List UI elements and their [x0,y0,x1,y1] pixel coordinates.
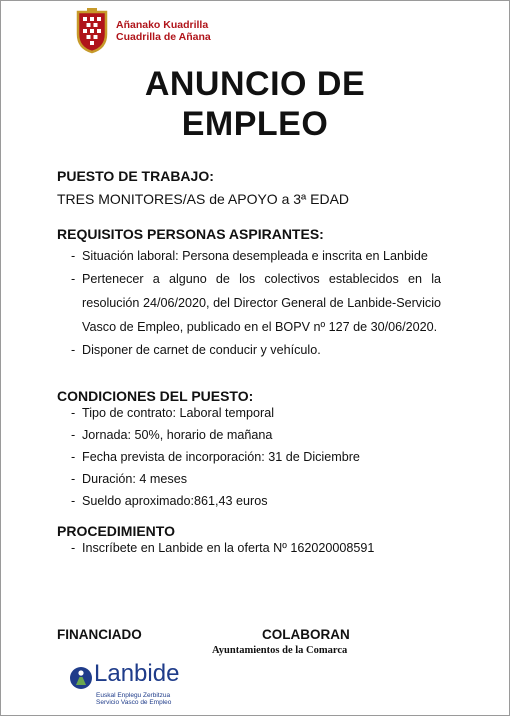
list-item: - Fecha prevista de incorporación: 31 de Diciembre [57,446,441,468]
organization-name [116,19,211,43]
financiado-label: FINANCIADO [57,627,142,642]
colaboran-label: COLABORAN [262,627,350,642]
list-item: - Pertenecer a alguno de los colectivos establecidos en la resolución 24/06/2020, del Director General de Lanbide-Servicio Vasco de Empleo, publicado en el BOPV nº 127 de 30/06/2020. [57,267,441,339]
lanbide-logo-icon [69,666,93,690]
procedimiento-list [57,537,441,559]
list-item: - Inscríbete en Lanbide en la oferta Nº 162020008591 [57,537,441,559]
coat-of-arms-icon [74,8,110,54]
lanbide-subtitle-spanish: Servicio Vasco de Empleo [96,699,172,706]
list-item: - Situación laboral: Persona desempleada e inscrita en Lanbide [57,245,441,267]
title-line-1: ANUNCIO DE [144,65,366,103]
lanbide-wordmark: Lanbide [94,660,180,687]
condiciones-list [57,402,441,512]
lanbide-subtitle-basque: Euskal Enplegu Zerbitzua [96,692,171,699]
ayuntamientos-label: Ayuntamientos de la Comarca [212,645,348,656]
condiciones-heading: CONDICIONES DEL PUESTO: [57,388,254,404]
list-item: - Duración: 4 meses [57,468,441,490]
header-logo [74,8,211,54]
org-name-spanish: Cuadrilla de Añana [116,31,211,43]
org-name-basque: Añanako Kuadrilla [116,19,209,31]
list-item: - Sueldo aproximado:861,43 euros [57,490,441,512]
lanbide-subtitle [96,692,171,706]
requisitos-list [57,245,441,361]
list-item: - Jornada: 50%, horario de mañana [57,424,441,446]
puesto-heading: PUESTO DE TRABAJO: [57,168,214,184]
requisitos-heading: REQUISITOS PERSONAS ASPIRANTES: [57,226,324,242]
procedimiento-heading: PROCEDIMIENTO [57,523,175,539]
puesto-value: TRES MONITORES/AS de APOYO a 3ª EDAD [57,191,350,207]
list-item: - Tipo de contrato: Laboral temporal [57,402,441,424]
page-title [0,64,510,144]
title-line-2: EMPLEO [181,105,329,143]
list-item: - Disponer de carnet de conducir y vehículo. [57,339,441,361]
